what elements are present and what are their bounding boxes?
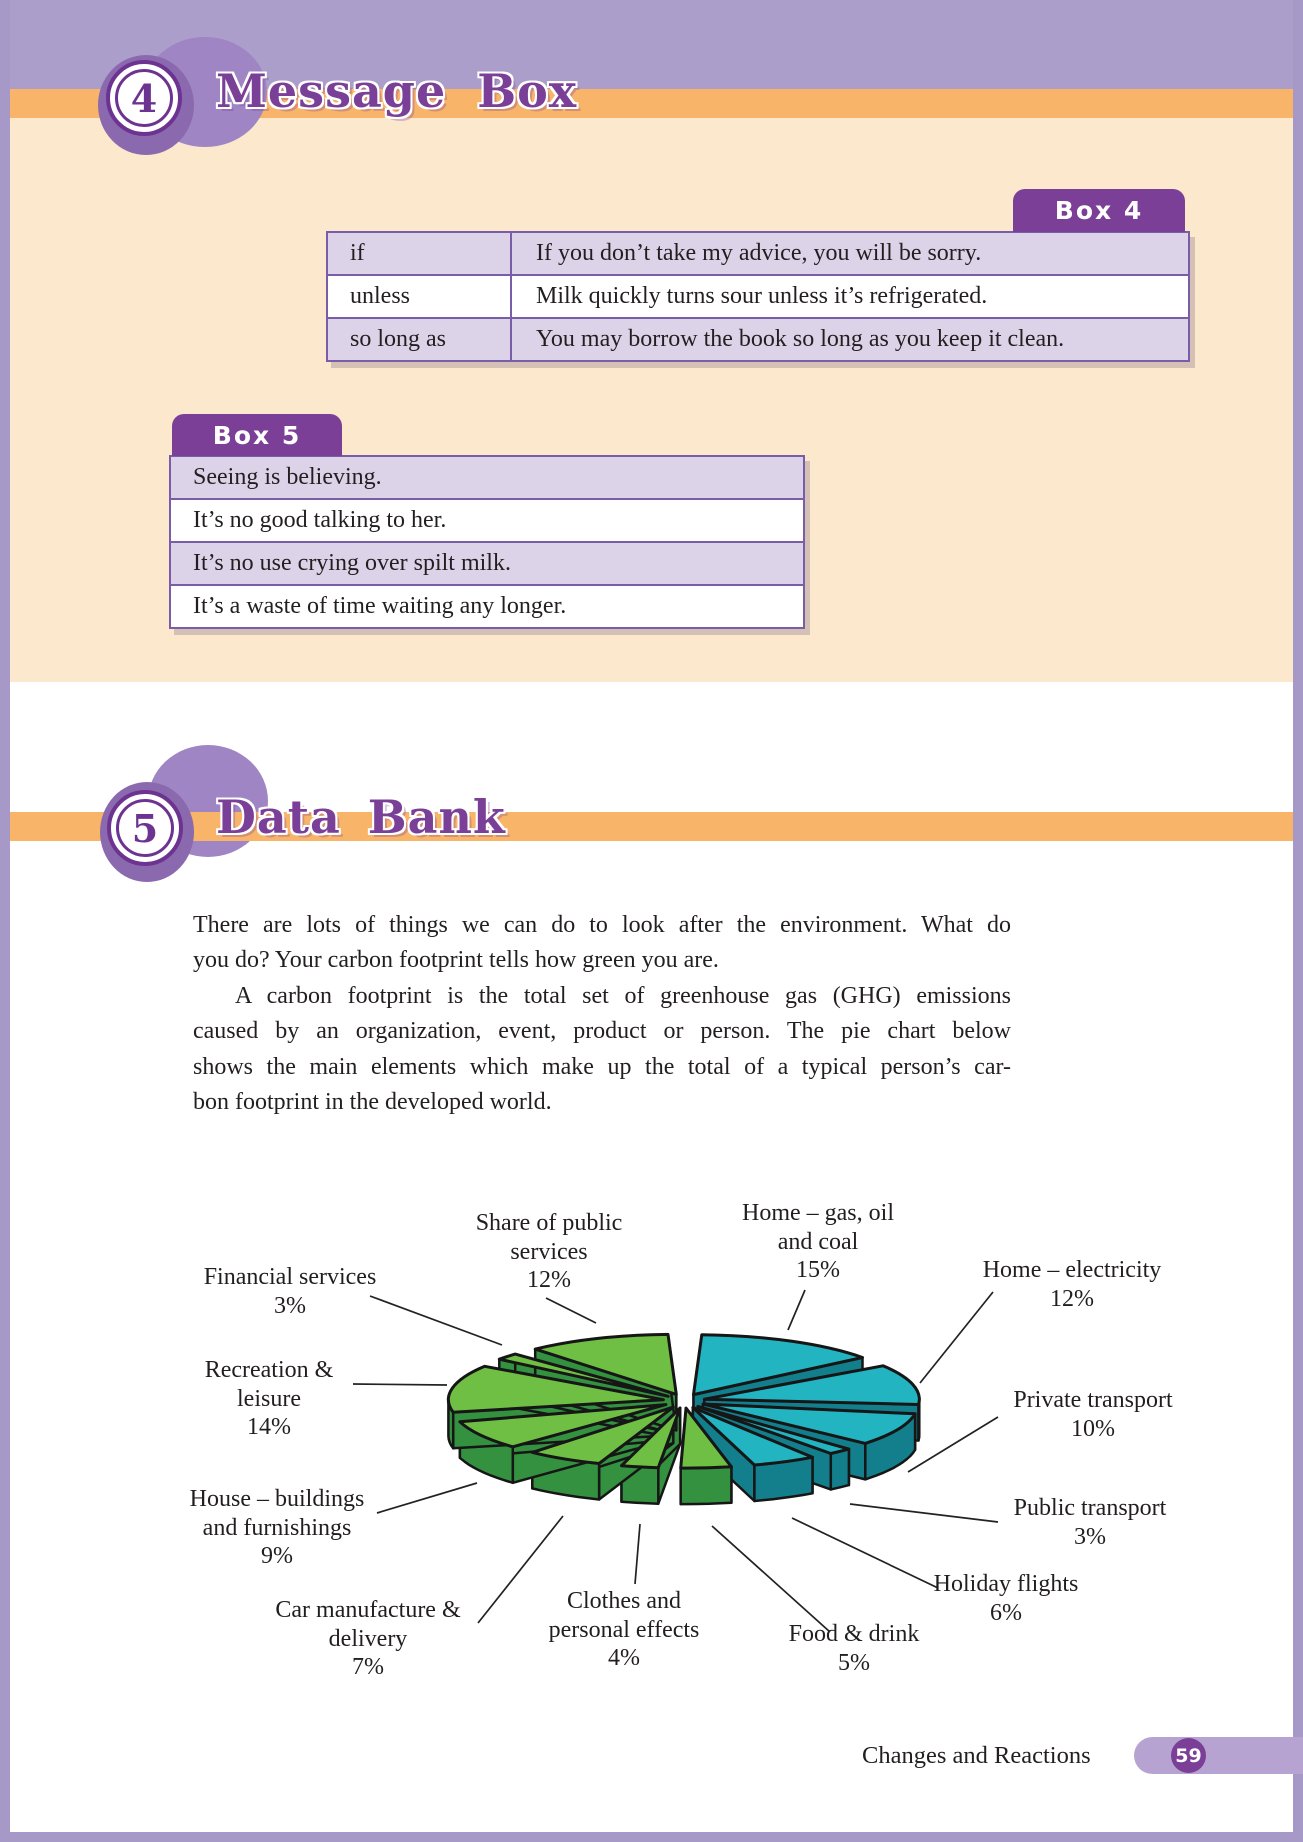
paragraph-line: you do? Your carbon footprint tells how green you are. [193,947,719,974]
pie-label-2 [978,1386,1208,1443]
data-bank-paragraph [193,908,1011,1120]
leader-line-3 [850,1504,998,1522]
table-row [328,276,1188,319]
section-title-message-box: Message Box [216,64,578,118]
section-number-circle [107,790,183,866]
pie-label-line: 10% [1071,1415,1115,1442]
pie-label-line: 7% [352,1654,384,1680]
footer-chapter-title: Changes and Reactions [862,1742,1091,1769]
saying-cell: Seeing is believing. [193,464,382,490]
table-row [328,233,1188,276]
pie-label-8 [157,1485,397,1571]
pie-label-line: 9% [261,1543,293,1569]
pie-label-line: 15% [796,1257,840,1283]
pie-label-line: Private transport [1013,1387,1173,1413]
term-cell: unless [328,276,512,317]
pie-label-line: Recreation & [204,1357,334,1383]
table-row [171,586,803,627]
pie-label-line: Food & drink [788,1621,920,1647]
pie-label-5 [764,1620,944,1677]
box5-table [169,455,805,629]
section-number: 4 [115,69,173,127]
table-row [328,319,1188,360]
table-row [171,457,803,500]
pie-label-line: leisure [237,1385,301,1412]
example-cell: Milk quickly turns sour unless it’s refrigerated. [536,283,988,309]
pie-label-line: 3% [1074,1523,1106,1550]
table-row [171,543,803,586]
pie-slice-rim-3 [831,1449,849,1489]
term-cell: if [328,233,512,274]
pie-label-line: Home – gas, oil [742,1200,894,1226]
pie-label-line: House – buildings [189,1486,365,1512]
saying-cell: It’s no use crying over spilt milk. [193,550,511,576]
pie-label-7 [248,1596,488,1682]
pie-label-10 [175,1263,405,1320]
leader-line-6 [635,1524,640,1584]
box4-tab: Box 4 [1013,189,1185,232]
pie-label-line: 14% [247,1414,291,1440]
paragraph-line: There are lots of things we can do to look after the environment. What do [193,912,1011,938]
pie-label-line: 4% [608,1645,640,1671]
orange-stripe-data-bank [10,812,1293,841]
pie-label-line: and furnishings [202,1514,352,1541]
pie-label-6 [514,1587,734,1673]
pie-label-line: Holiday flights [933,1571,1079,1597]
paragraph-line: bon footprint in the developed world. [193,1089,552,1116]
pie-label-line: 12% [527,1267,571,1293]
section-title-data-bank: Data Bank [216,790,506,844]
pie-label-1 [952,1256,1192,1313]
section-number: 5 [116,799,174,857]
pie-label-line: Car manufacture & [275,1597,461,1623]
box5-tab: Box 5 [172,414,342,456]
term-cell: so long as [328,319,512,360]
pie-label-line: Financial services [203,1264,377,1290]
pie-label-line: delivery [328,1625,408,1652]
pie-label-9 [174,1356,364,1442]
pie-label-line: services [510,1238,588,1265]
pie-label-line: 3% [274,1292,306,1319]
page-number-pill [1134,1737,1303,1774]
table-row [171,500,803,543]
pie-label-3 [980,1494,1200,1551]
example-cell: If you don’t take my advice, you will be sorry. [536,240,982,266]
page-border-bottom [0,1832,1303,1842]
pie-label-0 [713,1199,923,1285]
page-border-left [0,0,10,1842]
page-border-right [1293,0,1303,1842]
paragraph-line: caused by an organization, event, product or person. The pie chart below [193,1018,1011,1045]
pie-label-line: Home – electricity [982,1257,1162,1283]
pie-label-line: Public transport [1013,1495,1167,1521]
pie-label-11 [449,1209,649,1295]
pie-label-4 [901,1570,1111,1627]
leader-line-9 [353,1384,447,1385]
page-number: 59 [1171,1738,1206,1773]
section-number-circle [106,60,182,136]
example-cell: You may borrow the book so long as you keep it clean. [536,326,1065,352]
pie-label-line: 12% [1050,1285,1094,1312]
pie-label-line: and coal [777,1228,859,1255]
pie-label-line: Share of public [475,1210,623,1236]
pie-slice-rim-5 [681,1467,732,1504]
carbon-footprint-pie-chart [140,1180,1173,1720]
pie-label-line: Clothes and [567,1588,681,1614]
paragraph-line: shows the main elements which make up the total of a typical person’s car- [193,1053,1011,1080]
leader-line-0 [788,1290,805,1330]
saying-cell: It’s no good talking to her. [193,507,447,533]
saying-cell: It’s a waste of time waiting any longer. [193,593,567,619]
pie-label-line: 6% [990,1599,1022,1626]
pie-label-line: 5% [838,1649,870,1676]
paragraph-line: A carbon footprint is the total set of greenhouse gas (GHG) emissions [235,982,1011,1009]
leader-line-11 [546,1298,596,1323]
box4-table [326,231,1190,362]
pie-label-line: personal effects [548,1616,700,1643]
